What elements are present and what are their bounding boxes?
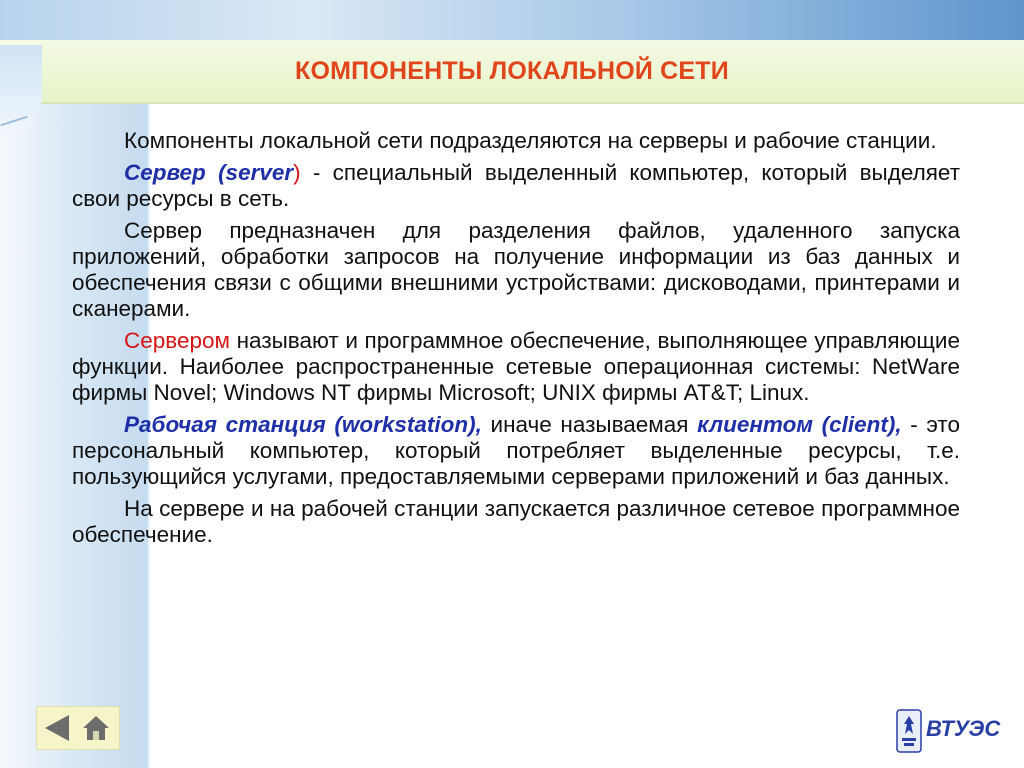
paragraph-software: [72, 496, 960, 548]
paragraph-workstation-text: - это персональный компьютер, который потребляет выделенные ресурсы, т.е. пользующийся услугами, предоставляемыми серверами приложений и баз данных.: [72, 412, 960, 489]
university-logo: [892, 706, 1012, 756]
term-client: клиентом (client),: [697, 412, 902, 437]
term-server-paren: ): [293, 160, 301, 185]
top-banner: [0, 0, 1024, 40]
paragraph-server-software-text: называют и программное обеспечение, выполняющее управляющие функции. Наиболее распространенные сетевые операционная системы: NetWare фирмы Novel; Windows NT фирмы Microsoft; UNIX фирмы AT&T; Linux.: [72, 328, 960, 405]
term-serverom: Сервером: [124, 328, 230, 353]
paragraph-server-software: [72, 328, 960, 406]
paragraph-intro-text: Компоненты локальной сети подразделяются на серверы и рабочие станции.: [124, 128, 937, 153]
home-icon[interactable]: [81, 713, 111, 743]
triangle-left-icon[interactable]: [45, 715, 69, 741]
slide-title: КОМПОНЕНТЫ ЛОКАЛЬНОЙ СЕТИ: [295, 57, 729, 85]
paragraph-server-text: - специальный выделенный компьютер, который выделяет свои ресурсы в сеть.: [72, 160, 960, 211]
term-workstation: Рабочая станция (workstation),: [124, 412, 482, 437]
paragraph-workstation-mid: иначе называемая: [481, 412, 698, 437]
slide-content: [72, 128, 960, 554]
paragraph-server-purpose-text: Сервер предназначен для разделения файлов, удаленного запуска приложений, обработки запросов на получение информации из баз данных и обеспечения связи с общими внешними устройствами: дисководами, принтерами и сканерами.: [72, 218, 960, 321]
logo-emblem-icon: [894, 708, 924, 754]
paragraph-intro: [72, 128, 960, 154]
paragraph-server-purpose: [72, 218, 960, 322]
paragraph-software-text: На сервере и на рабочей станции запускается различное сетевое программное обеспечение.: [72, 496, 960, 547]
paragraph-server: [72, 160, 960, 212]
navigation-panel: [36, 706, 120, 750]
logo-text: ВТУЭС: [926, 716, 1001, 741]
paragraph-workstation: [72, 412, 960, 490]
term-server: Сервер (server: [124, 160, 294, 185]
